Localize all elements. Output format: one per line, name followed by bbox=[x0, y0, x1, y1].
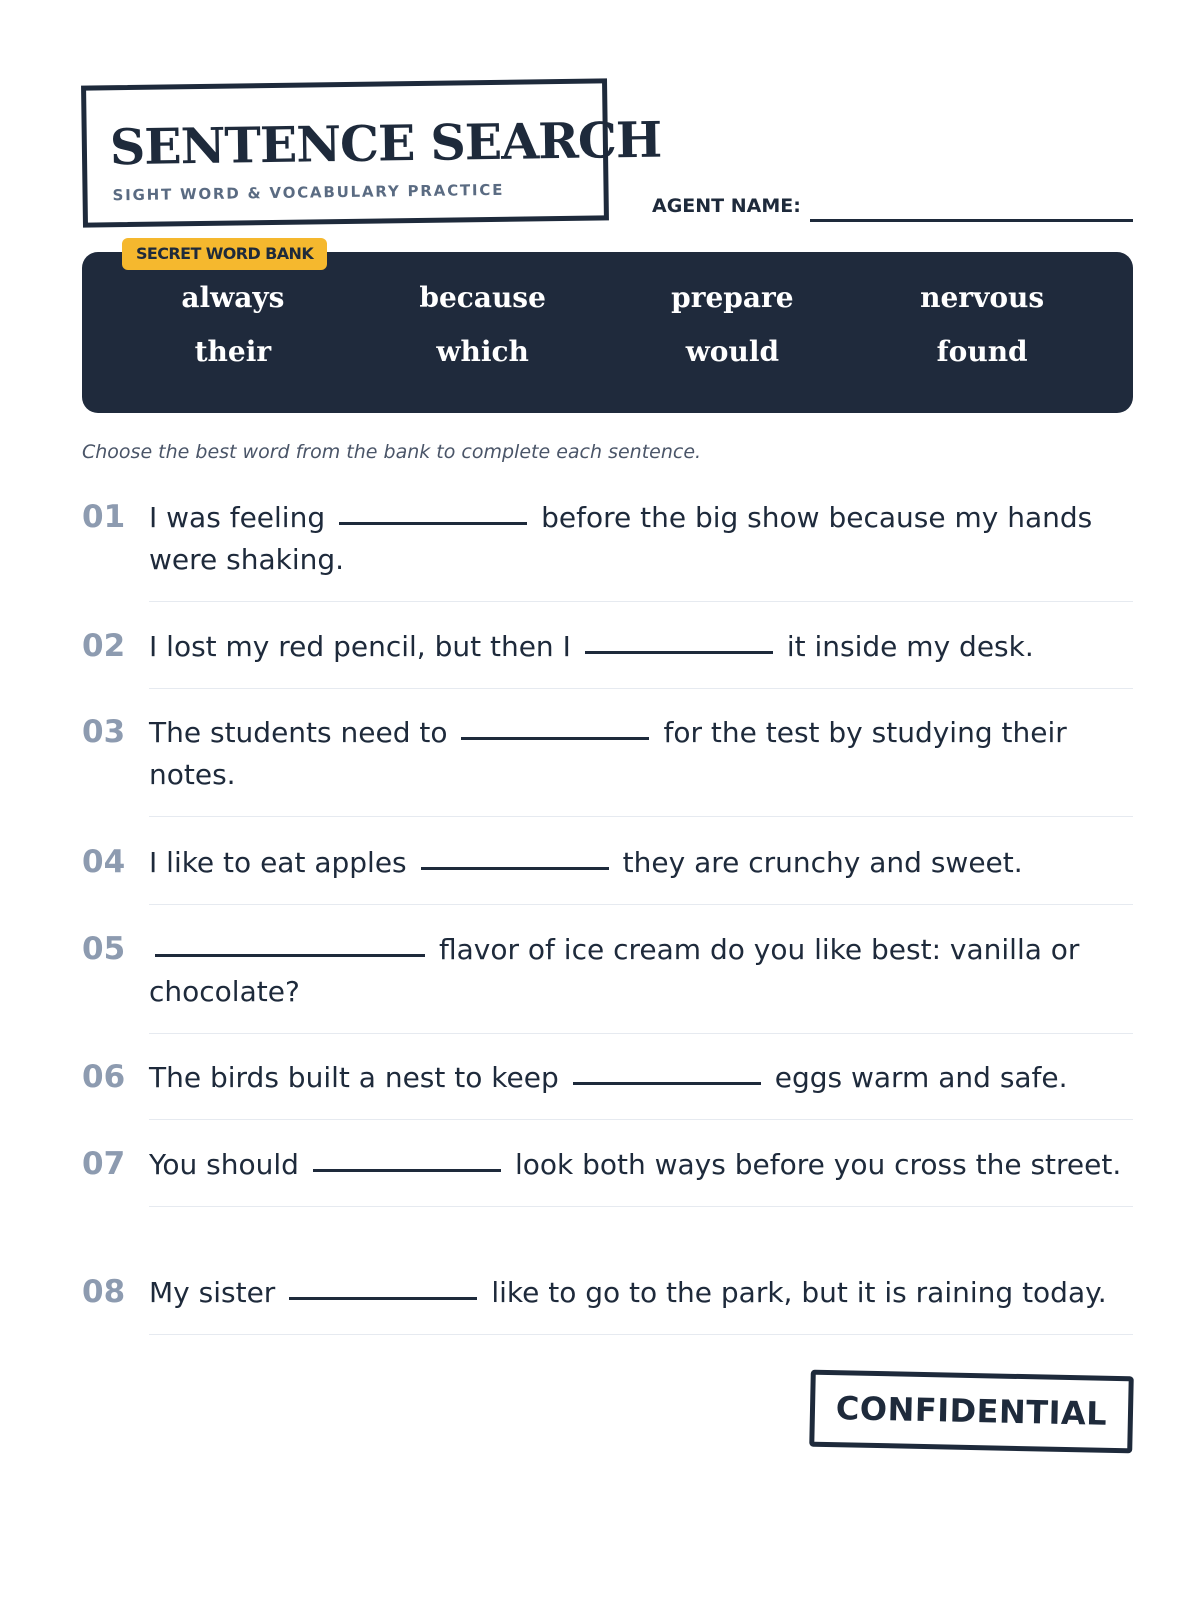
question-number: 03 bbox=[82, 714, 126, 750]
answer-blank[interactable] bbox=[585, 651, 773, 654]
word-bank-item: found bbox=[936, 335, 1028, 368]
question-text: You should look both ways before you cross the street. bbox=[149, 1144, 1133, 1207]
question-text: I lost my red pencil, but then I it inside my desk. bbox=[149, 626, 1133, 689]
question-number: 04 bbox=[82, 844, 126, 880]
answer-blank[interactable] bbox=[289, 1297, 477, 1300]
word-bank-tag: SECRET WORD BANK bbox=[122, 238, 327, 270]
question-number: 06 bbox=[82, 1059, 126, 1095]
title-box bbox=[81, 78, 662, 227]
question-number: 01 bbox=[82, 499, 126, 535]
page-subtitle: SIGHT WORD & VOCABULARY PRACTICE bbox=[112, 180, 505, 205]
question-text: I was feeling before the big show because my hands were shaking. bbox=[149, 497, 1133, 602]
question-text: The birds built a nest to keep eggs warm and safe. bbox=[149, 1057, 1133, 1120]
answer-blank[interactable] bbox=[313, 1169, 501, 1172]
word-bank-item: always bbox=[181, 281, 285, 314]
word-bank-item: nervous bbox=[920, 281, 1045, 314]
question-text: flavor of ice cream do you like best: vanilla or chocolate? bbox=[149, 929, 1133, 1034]
agent-name-label: AGENT NAME: bbox=[652, 195, 801, 217]
answer-blank[interactable] bbox=[573, 1082, 761, 1085]
answer-blank[interactable] bbox=[339, 522, 527, 525]
instructions: Choose the best word from the bank to complete each sentence. bbox=[82, 441, 702, 463]
word-bank-item: which bbox=[436, 335, 529, 368]
word-bank-item: because bbox=[419, 281, 546, 314]
word-bank-item: prepare bbox=[671, 281, 794, 314]
confidential-stamp: CONFIDENTIAL bbox=[809, 1370, 1134, 1454]
question-number: 05 bbox=[82, 931, 126, 967]
agent-name-field[interactable] bbox=[810, 219, 1133, 222]
page-title: SENTENCE SEARCH bbox=[109, 110, 662, 177]
question-number: 08 bbox=[82, 1274, 126, 1310]
word-bank-item: their bbox=[194, 335, 272, 368]
question-text: I like to eat apples they are crunchy and sweet. bbox=[149, 842, 1133, 905]
answer-blank[interactable] bbox=[461, 737, 649, 740]
question-text: My sister like to go to the park, but it is raining today. bbox=[149, 1272, 1133, 1335]
question-text: The students need to for the test by studying their notes. bbox=[149, 712, 1133, 817]
answer-blank[interactable] bbox=[421, 867, 609, 870]
word-bank-item: would bbox=[685, 335, 780, 368]
word-bank bbox=[82, 252, 1133, 413]
answer-blank[interactable] bbox=[155, 954, 425, 957]
question-number: 07 bbox=[82, 1146, 126, 1182]
question-number: 02 bbox=[82, 628, 126, 664]
